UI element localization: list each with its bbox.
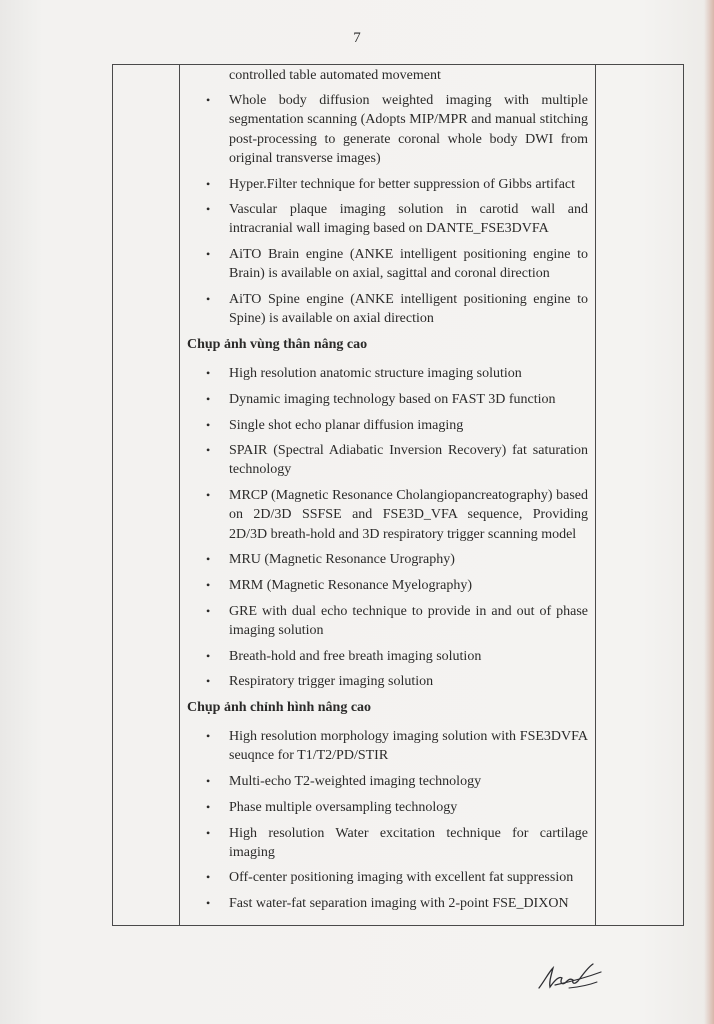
spec-table — [112, 64, 684, 926]
list-item: • AiTO Brain engine (ANKE intelligent positioning engine to Brain) is available on axial, sagittal and coronal direction — [206, 247, 588, 282]
bullet-icon: • — [206, 552, 211, 567]
list-item: • Single shot echo planar diffusion imaging — [181, 416, 593, 435]
bullet-icon: • — [206, 417, 211, 432]
list-item: • MRU (Magnetic Resonance Urography) — [181, 550, 593, 569]
section-heading-body-imaging: Chụp ảnh vùng thân nâng cao — [187, 336, 368, 352]
list-item: • Off-center positioning imaging with excellent fat suppression — [181, 868, 593, 887]
list-item: • Breath-hold and free breath imaging solution — [181, 647, 593, 666]
bullet-icon: • — [206, 443, 211, 458]
table-column-divider — [595, 65, 596, 925]
continuation-text: controlled table automated movement — [229, 68, 441, 83]
bullet-icon: • — [206, 488, 211, 503]
table-column-divider — [179, 65, 180, 925]
list-item: • SPAIR (Spectral Adiabatic Inversion Recovery) fat saturation technology — [206, 443, 588, 478]
list-item: • Multi-echo T2-weighted imaging technology — [181, 772, 593, 791]
bullet-icon: • — [206, 247, 211, 262]
bullet-icon: • — [206, 176, 211, 191]
list-item: • Phase multiple oversampling technology — [181, 798, 593, 817]
bullet-icon: • — [206, 674, 211, 689]
bullet-icon: • — [206, 366, 211, 381]
list-item: • MRCP (Magnetic Resonance Cholangiopancreatography) based on 2D/3D SSFSE and FSE3D_VFA sequence, Providing 2D/3D breath-hold and 3D respiratory trigger scanning model — [206, 488, 588, 542]
list-item: • Vascular plaque imaging solution in carotid wall and intracranial wall imaging based on DANTE_FSE3DVFA — [206, 202, 588, 237]
spec-cell — [181, 66, 593, 920]
bullet-icon: • — [206, 799, 211, 814]
bullet-icon: • — [206, 603, 211, 618]
section-heading-orthopedic-imaging: Chụp ảnh chỉnh hình nâng cao — [187, 699, 372, 715]
page-number: 7 — [353, 30, 361, 46]
bullet-icon: • — [206, 292, 211, 307]
list-item: • MRM (Magnetic Resonance Myelography) — [181, 576, 593, 595]
list-item: • High resolution anatomic structure imaging solution — [181, 364, 593, 383]
bullet-icon: • — [206, 577, 211, 592]
list-item: • Whole body diffusion weighted imaging with multiple segmentation scanning (Adopts MIP/MPR and manual stitching post-processing to generate coronal whole body DWI from original transverse images) — [206, 93, 588, 166]
list-item: • Dynamic imaging technology based on FAST 3D function — [181, 390, 593, 409]
bullet-icon: • — [206, 870, 211, 885]
list-item: • Hyper.Filter technique for better suppression of Gibbs artifact — [181, 175, 593, 194]
bullet-icon: • — [206, 729, 211, 744]
bullet-icon: • — [206, 825, 211, 840]
bullet-list-section1 — [181, 91, 593, 328]
bullet-icon: • — [206, 93, 211, 108]
bullet-icon: • — [206, 774, 211, 789]
bullet-icon: • — [206, 648, 211, 663]
bullet-icon: • — [206, 202, 211, 217]
list-item: • AiTO Spine engine (ANKE intelligent positioning engine to Spine) is available on axial direction — [206, 292, 588, 327]
list-item: • Fast water-fat separation imaging with 2-point FSE_DIXON — [181, 894, 593, 913]
list-item: • High resolution morphology imaging solution with FSE3DVFA seuqnce for T1/T2/PD/STIR — [206, 729, 588, 764]
list-item: • High resolution Water excitation technique for cartilage imaging — [206, 825, 588, 860]
bullet-icon: • — [206, 896, 211, 911]
bullet-list-section3 — [181, 727, 593, 913]
list-item: • Respiratory trigger imaging solution — [181, 672, 593, 691]
page-edge-shadow — [704, 0, 714, 1024]
list-item: • GRE with dual echo technique to provide in and out of phase imaging solution — [206, 603, 588, 638]
bullet-icon: • — [206, 391, 211, 406]
handwritten-signature — [535, 958, 605, 994]
bullet-list-section2 — [181, 364, 593, 691]
